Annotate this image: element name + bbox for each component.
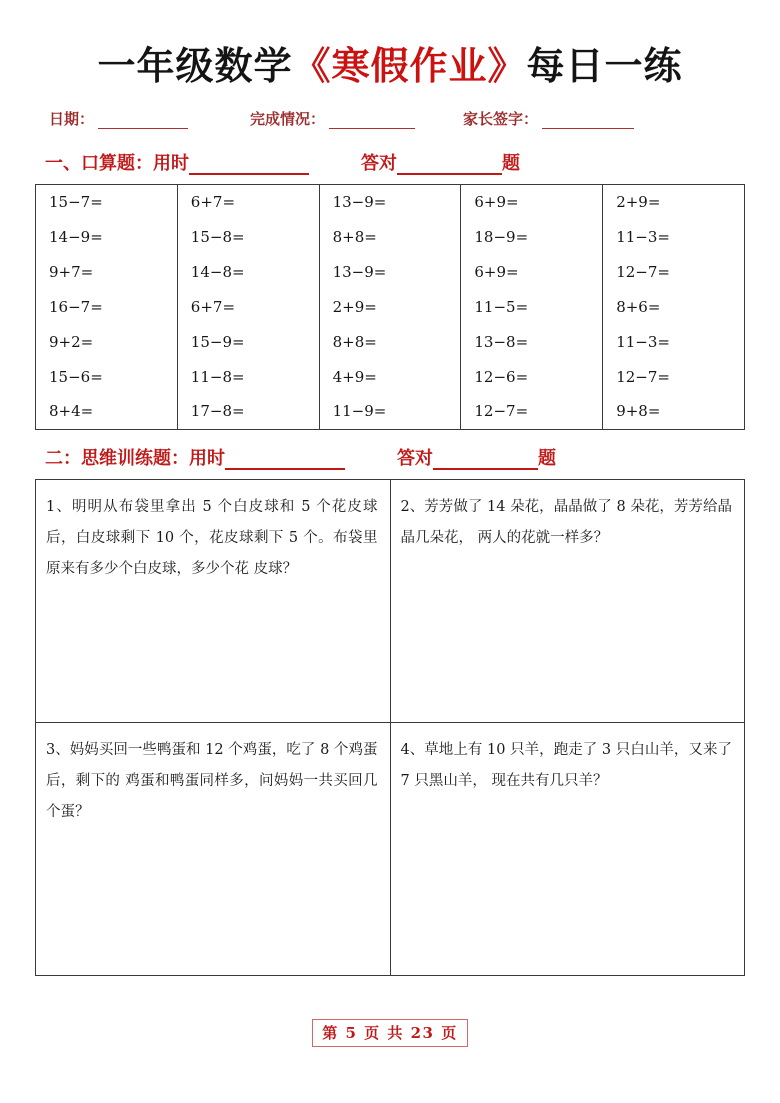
section2-time-input[interactable] — [225, 453, 345, 470]
section2-heading-middle: 答对 — [397, 447, 433, 469]
date-field[interactable] — [49, 108, 188, 129]
status-label: 完成情况： — [250, 109, 326, 128]
word-problem-table — [35, 479, 745, 976]
arithmetic-cell[interactable]: 8+6= — [603, 289, 745, 324]
section2-heading-suffix: 题 — [538, 447, 556, 469]
arithmetic-cell[interactable]: 6+7= — [177, 184, 319, 219]
status-input[interactable] — [329, 115, 415, 129]
signature-input[interactable] — [542, 115, 634, 129]
info-row — [35, 108, 745, 129]
arithmetic-cell[interactable]: 9+8= — [603, 394, 745, 429]
section1-correct-input[interactable] — [397, 158, 502, 175]
arithmetic-cell[interactable]: 2+9= — [603, 184, 745, 219]
status-field[interactable] — [250, 108, 415, 129]
section1-time-input[interactable] — [189, 158, 309, 175]
date-label: 日期： — [49, 109, 95, 128]
page-footer — [0, 1019, 780, 1047]
arithmetic-cell[interactable]: 11−3= — [603, 324, 745, 359]
arithmetic-cell[interactable]: 15−9= — [177, 324, 319, 359]
signature-label: 家长签字： — [463, 109, 539, 128]
section2-heading — [35, 444, 745, 470]
word-problem-cell-1[interactable]: 1、明明从布袋里拿出 5 个白皮球和 5 个花皮球后，白皮球剩下 10 个，花皮球剩下 5 个。布袋里原来有多少个白皮球，多少个花 皮球？ — [36, 479, 391, 722]
word-problem-cell-3[interactable]: 3、妈妈买回一些鸭蛋和 12 个鸡蛋，吃了 8 个鸡蛋后，剩下的 鸡蛋和鸭蛋同样多，问妈妈一共买回几个蛋？ — [36, 722, 391, 975]
arithmetic-cell[interactable]: 12−6= — [461, 359, 603, 394]
arithmetic-cell[interactable]: 8+4= — [36, 394, 178, 429]
table-row — [36, 254, 745, 289]
word-problem-cell-4[interactable]: 4、草地上有 10 只羊，跑走了 3 只白山羊，又来了 7 只黑山羊， 现在共有几只羊？ — [390, 722, 745, 975]
arithmetic-cell[interactable]: 6+7= — [177, 289, 319, 324]
table-row — [36, 219, 745, 254]
arithmetic-table-body — [36, 184, 745, 429]
arithmetic-cell[interactable]: 13−9= — [319, 184, 461, 219]
arithmetic-cell[interactable]: 8+8= — [319, 324, 461, 359]
arithmetic-cell[interactable]: 16−7= — [36, 289, 178, 324]
table-row — [36, 394, 745, 429]
section1-heading-middle: 答对 — [361, 152, 397, 174]
section2-correct-input[interactable] — [433, 453, 538, 470]
table-row — [36, 722, 745, 975]
table-row — [36, 324, 745, 359]
arithmetic-cell[interactable]: 9+7= — [36, 254, 178, 289]
arithmetic-cell[interactable]: 13−8= — [461, 324, 603, 359]
arithmetic-cell[interactable]: 15−7= — [36, 184, 178, 219]
page-title — [35, 0, 745, 90]
section1-heading-prefix: 一、口算题：用时 — [45, 152, 189, 174]
date-input[interactable] — [98, 115, 188, 129]
arithmetic-cell[interactable]: 12−7= — [603, 254, 745, 289]
signature-field[interactable] — [463, 108, 634, 129]
arithmetic-cell[interactable]: 8+8= — [319, 219, 461, 254]
table-row — [36, 479, 745, 722]
title-part-subject: 一年级数学 — [97, 43, 293, 88]
section2-heading-prefix: 二：思维训练题：用时 — [45, 447, 225, 469]
arithmetic-cell[interactable]: 11−8= — [177, 359, 319, 394]
arithmetic-cell[interactable]: 15−6= — [36, 359, 178, 394]
arithmetic-cell[interactable]: 4+9= — [319, 359, 461, 394]
arithmetic-cell[interactable]: 12−7= — [461, 394, 603, 429]
title-part-booktitle: 《寒假作业》 — [292, 43, 527, 88]
arithmetic-cell[interactable]: 12−7= — [603, 359, 745, 394]
arithmetic-table — [35, 184, 745, 430]
arithmetic-cell[interactable]: 13−9= — [319, 254, 461, 289]
arithmetic-cell[interactable]: 14−8= — [177, 254, 319, 289]
arithmetic-cell[interactable]: 18−9= — [461, 219, 603, 254]
arithmetic-cell[interactable]: 17−8= — [177, 394, 319, 429]
arithmetic-cell[interactable]: 9+2= — [36, 324, 178, 359]
page-number-badge: 第 5 页 共 23 页 — [312, 1019, 467, 1047]
section1-heading-suffix: 题 — [502, 152, 520, 174]
section1-heading — [35, 149, 745, 175]
arithmetic-cell[interactable]: 15−8= — [177, 219, 319, 254]
table-row — [36, 289, 745, 324]
word-problem-cell-2[interactable]: 2、芳芳做了 14 朵花，晶晶做了 8 朵花，芳芳给晶晶几朵花， 两人的花就一样多？ — [390, 479, 745, 722]
arithmetic-cell[interactable]: 11−3= — [603, 219, 745, 254]
arithmetic-cell[interactable]: 6+9= — [461, 184, 603, 219]
arithmetic-cell[interactable]: 14−9= — [36, 219, 178, 254]
table-row — [36, 359, 745, 394]
arithmetic-cell[interactable]: 6+9= — [461, 254, 603, 289]
arithmetic-cell[interactable]: 11−5= — [461, 289, 603, 324]
title-part-suffix: 每日一练 — [526, 43, 683, 88]
word-problem-table-body — [36, 479, 745, 975]
table-row — [36, 184, 745, 219]
arithmetic-cell[interactable]: 2+9= — [319, 289, 461, 324]
arithmetic-cell[interactable]: 11−9= — [319, 394, 461, 429]
